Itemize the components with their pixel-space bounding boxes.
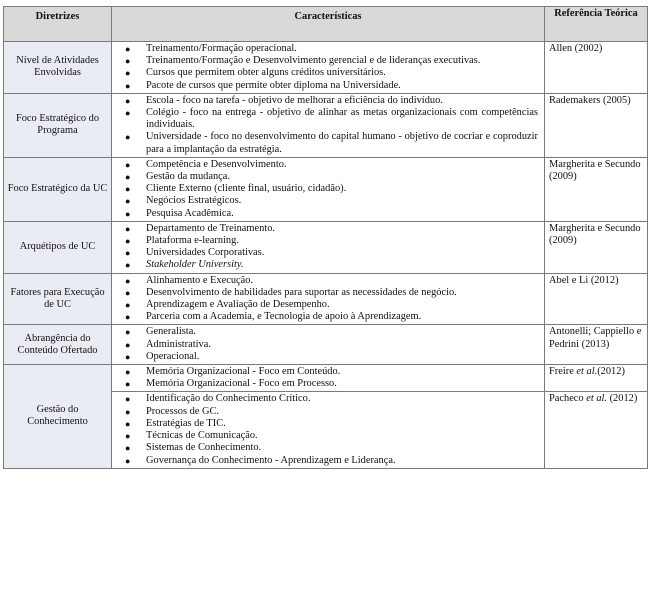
characteristic-text: Competência e Desenvolvimento. xyxy=(146,158,287,170)
diretriz-cell: Nível de Atividades Envolvidas xyxy=(4,42,112,94)
ref-etal: et al. xyxy=(586,393,607,405)
table-row xyxy=(4,325,648,365)
referencia-cell: Allen (2002) xyxy=(545,42,648,94)
bullet-icon: ● xyxy=(125,443,131,454)
table-row xyxy=(4,93,648,157)
diretriz-cell: Foco Estratégico do Programa xyxy=(4,93,112,157)
header-referencia: Referência Teórica xyxy=(545,7,648,42)
characteristic-text: Governança do Conhecimento - Aprendizagem e Liderança. xyxy=(146,454,396,466)
characteristic-text: Memória Organizacional - Foco em Conteúdo. xyxy=(146,366,341,378)
characteristic-item xyxy=(116,351,538,363)
ref-etal: et al. xyxy=(576,366,598,378)
table-row xyxy=(4,221,648,273)
referencia-cell: Margherita e Secundo (2009) xyxy=(545,157,648,221)
bullet-icon: ● xyxy=(125,327,131,338)
characteristic-item xyxy=(116,378,538,390)
table-row xyxy=(4,157,648,221)
characteristic-text: Parceria com a Academia, e Tecnologia de apoio à Aprendizagem. xyxy=(146,311,422,323)
caracteristicas-cell xyxy=(112,42,545,94)
characteristic-item xyxy=(116,275,538,287)
referencia-cell xyxy=(545,392,648,468)
characteristic-text: Treinamento/Formação e Desenvolvimento gerencial e de lideranças executivas. xyxy=(146,55,481,67)
characteristic-item xyxy=(116,430,538,442)
table-row xyxy=(4,365,648,392)
characteristic-text: Técnicas de Comunicação. xyxy=(146,430,258,442)
bullet-icon: ● xyxy=(125,379,131,390)
table-row xyxy=(4,273,648,325)
header-row xyxy=(4,7,648,42)
caracteristicas-cell xyxy=(112,365,545,392)
characteristic-item xyxy=(116,287,538,299)
referencia-cell xyxy=(545,365,648,392)
characteristic-item xyxy=(116,195,538,207)
characteristics-list xyxy=(116,275,538,324)
guidelines-table xyxy=(3,6,648,469)
ref-author: Freire xyxy=(549,366,577,378)
characteristics-list xyxy=(116,223,538,272)
caracteristicas-cell xyxy=(112,392,545,468)
bullet-icon: ● xyxy=(125,56,131,67)
bullet-icon: ● xyxy=(125,159,131,170)
characteristic-text: Memória Organizacional - Foco em Processo. xyxy=(146,378,337,390)
bullet-icon: ● xyxy=(125,418,131,429)
characteristic-text: Cursos que permitem obter alguns créditos universitários. xyxy=(146,67,386,79)
characteristic-item xyxy=(116,247,538,259)
bullet-icon: ● xyxy=(125,275,131,286)
characteristic-text: Universidades Corporativas. xyxy=(146,247,265,259)
characteristic-text: Alinhamento e Execução. xyxy=(146,274,254,286)
characteristic-text: Stakeholder University. xyxy=(146,259,244,271)
characteristic-item xyxy=(116,235,538,247)
bullet-icon: ● xyxy=(125,248,131,259)
characteristics-list xyxy=(116,43,538,92)
characteristic-text: Identificação do Conhecimento Crítico. xyxy=(146,393,311,405)
bullet-icon: ● xyxy=(125,455,131,466)
characteristic-item xyxy=(116,455,538,467)
referencia-cell: Rademakers (2005) xyxy=(545,93,648,157)
characteristic-item xyxy=(116,80,538,92)
table-row xyxy=(4,42,648,94)
referencia-cell: Abel e Li (2012) xyxy=(545,273,648,325)
characteristic-item xyxy=(116,183,538,195)
characteristic-item xyxy=(116,311,538,323)
characteristic-text: Gestão da mudança. xyxy=(146,171,230,183)
diretriz-cell: Fatores para Execução de UC xyxy=(4,273,112,325)
characteristic-text: Universidade - foco no desenvolvimento do capital humano - objetivo de cocriar e coproduzir para a implantação da estratégia. xyxy=(146,131,538,155)
bullet-icon: ● xyxy=(125,406,131,417)
characteristic-item xyxy=(116,259,538,271)
characteristic-text: Aprendizagem e Avaliação de Desempenho. xyxy=(146,299,330,311)
ref-year: (2012) xyxy=(607,393,638,405)
characteristics-list xyxy=(116,326,538,363)
characteristic-text: Pacote de cursos que permite obter diploma na Universidade. xyxy=(146,79,401,91)
characteristic-item xyxy=(116,299,538,311)
header-diretrizes: Diretrizes xyxy=(4,7,112,42)
characteristic-item xyxy=(116,418,538,430)
header-caracteristicas: Características xyxy=(112,7,545,42)
diretriz-cell: Abrangência do Conteúdo Ofertado xyxy=(4,325,112,365)
characteristic-text: Generalista. xyxy=(146,326,196,338)
characteristic-text: Plataforma e-learning. xyxy=(146,235,239,247)
bullet-icon: ● xyxy=(125,300,131,311)
bullet-icon: ● xyxy=(125,108,131,119)
characteristics-list xyxy=(116,366,538,390)
characteristic-text: Treinamento/Formação operacional. xyxy=(146,43,297,54)
caracteristicas-cell xyxy=(112,157,545,221)
ref-year: (2012) xyxy=(597,366,625,378)
characteristics-list xyxy=(116,95,538,156)
bullet-icon: ● xyxy=(125,172,131,183)
characteristic-text: Escola - foco na tarefa - objetivo de melhorar a eficiência do indivíduo. xyxy=(146,94,443,106)
bullet-icon: ● xyxy=(125,44,131,54)
bullet-icon: ● xyxy=(125,351,131,362)
bullet-icon: ● xyxy=(125,236,131,247)
bullet-icon: ● xyxy=(125,196,131,207)
referencia-cell: Margherita e Secundo (2009) xyxy=(545,221,648,273)
referencia-cell: Antonelli; Cappiello e Pedrini (2013) xyxy=(545,325,648,365)
bullet-icon: ● xyxy=(125,431,131,442)
characteristic-item xyxy=(116,159,538,171)
bullet-icon: ● xyxy=(125,95,131,106)
characteristic-item xyxy=(116,223,538,235)
diretriz-cell: Arquétipos de UC xyxy=(4,221,112,273)
bullet-icon: ● xyxy=(125,367,131,378)
characteristic-item xyxy=(116,366,538,378)
characteristic-text: Departamento de Treinamento. xyxy=(146,222,275,234)
caracteristicas-cell xyxy=(112,325,545,365)
characteristic-text: Estratégias de TIC. xyxy=(146,417,226,429)
characteristic-item xyxy=(116,107,538,131)
ref-author: Pacheco xyxy=(549,393,587,405)
characteristic-text: Operacional. xyxy=(146,350,200,362)
bullet-icon: ● xyxy=(125,184,131,195)
characteristics-list xyxy=(116,159,538,220)
characteristic-item xyxy=(116,55,538,67)
characteristic-text: Sistemas de Conhecimento. xyxy=(146,442,262,454)
characteristic-item xyxy=(116,67,538,79)
characteristic-text: Desenvolvimento de habilidades para suportar as necessidades de negócio. xyxy=(146,286,457,298)
characteristic-item xyxy=(116,208,538,220)
bullet-icon: ● xyxy=(125,287,131,298)
bullet-icon: ● xyxy=(125,208,131,219)
bullet-icon: ● xyxy=(125,132,131,143)
characteristic-item xyxy=(116,406,538,418)
characteristic-item xyxy=(116,95,538,107)
bullet-icon: ● xyxy=(125,80,131,91)
characteristic-item xyxy=(116,131,538,155)
characteristic-item xyxy=(116,43,538,55)
characteristic-item xyxy=(116,339,538,351)
characteristic-text: Negócios Estratégicos. xyxy=(146,195,242,207)
bullet-icon: ● xyxy=(125,312,131,323)
caracteristicas-cell xyxy=(112,93,545,157)
bullet-icon: ● xyxy=(125,223,131,234)
characteristic-text: Administrativa. xyxy=(146,338,211,350)
caracteristicas-cell xyxy=(112,273,545,325)
characteristic-item xyxy=(116,393,538,405)
bullet-icon: ● xyxy=(125,68,131,79)
bullet-icon: ● xyxy=(125,260,131,271)
bullet-icon: ● xyxy=(125,394,131,405)
diretriz-cell: Foco Estratégico da UC xyxy=(4,157,112,221)
characteristic-text: Cliente Externo (cliente final, usuário, cidadão). xyxy=(146,183,347,195)
caracteristicas-cell xyxy=(112,221,545,273)
characteristic-item xyxy=(116,442,538,454)
characteristic-item xyxy=(116,171,538,183)
characteristic-item xyxy=(116,326,538,338)
characteristic-text: Pesquisa Acadêmica. xyxy=(146,207,234,219)
characteristic-text: Colégio - foco na entrega - objetivo de alinhar as metas organizacionais com competências individuais. xyxy=(146,107,538,131)
characteristic-text: Processos de GC. xyxy=(146,405,220,417)
characteristics-list xyxy=(116,393,538,466)
diretriz-cell: Gestão do Conhecimento xyxy=(4,365,112,469)
bullet-icon: ● xyxy=(125,339,131,350)
